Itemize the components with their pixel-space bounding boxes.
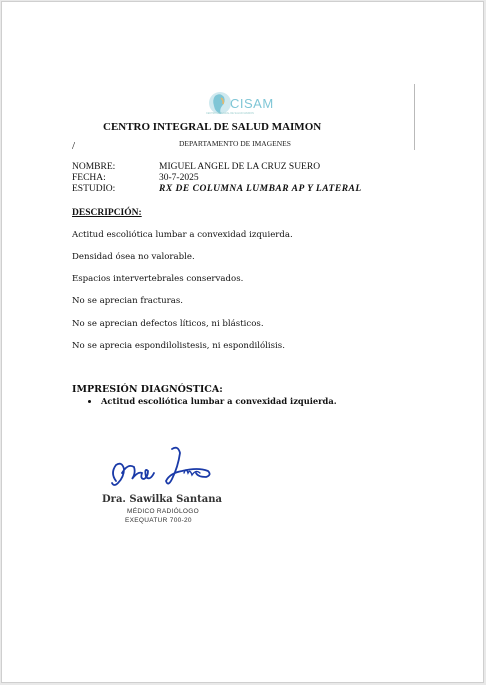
bullet-icon [88,400,91,403]
page-margin-line [414,84,415,150]
institution-title: CENTRO INTEGRAL DE SALUD MAIMON [103,121,322,133]
finding-item: Actitud escoliótica lumbar a convexidad izquierda. [72,230,293,240]
finding-item: Espacios intervertebrales conservados. [72,274,244,284]
department-name: DEPARTAMENTO DE IMAGENES [179,139,291,148]
finding-item: No se aprecian defectos líticos, ni blásticos. [72,319,264,329]
description-heading: DESCRIPCIÓN: [72,208,142,218]
logo-tagline: CENTRO INTEGRAL DE SALUD MAIMON [206,112,254,115]
handwritten-signature [102,443,222,495]
signer-name: Dra. Sawilka Santana [102,494,222,505]
date-label: FECHA: [72,173,106,183]
date-value: 30-7-2025 [159,173,199,183]
cisam-logo [202,88,282,120]
study-label: ESTUDIO: [72,184,116,194]
finding-item: No se aprecian fracturas. [72,296,184,306]
impression-item [88,396,337,406]
study-value: RX DE COLUMNA LUMBAR AP Y LATERAL [159,184,362,194]
finding-item: Densidad ósea no valorable. [72,252,195,262]
signer-role: MÉDICO RADIÓLOGO [127,508,199,515]
impression-heading: IMPRESIÓN DIAGNÓSTICA: [72,384,223,395]
finding-item: No se aprecia espondilolistesis, ni espondilólisis. [72,341,285,351]
signer-registration: EXEQUATUR 700-20 [125,517,192,524]
logo-text: CISAM [230,96,274,111]
document-page [1,1,484,683]
name-label: NOMBRE: [72,162,116,172]
impression-text: Actitud escoliótica lumbar a convexidad izquierda. [101,396,337,406]
slash-mark: / [72,140,76,152]
name-value: MIGUEL ANGEL DE LA CRUZ SUERO [159,162,321,172]
